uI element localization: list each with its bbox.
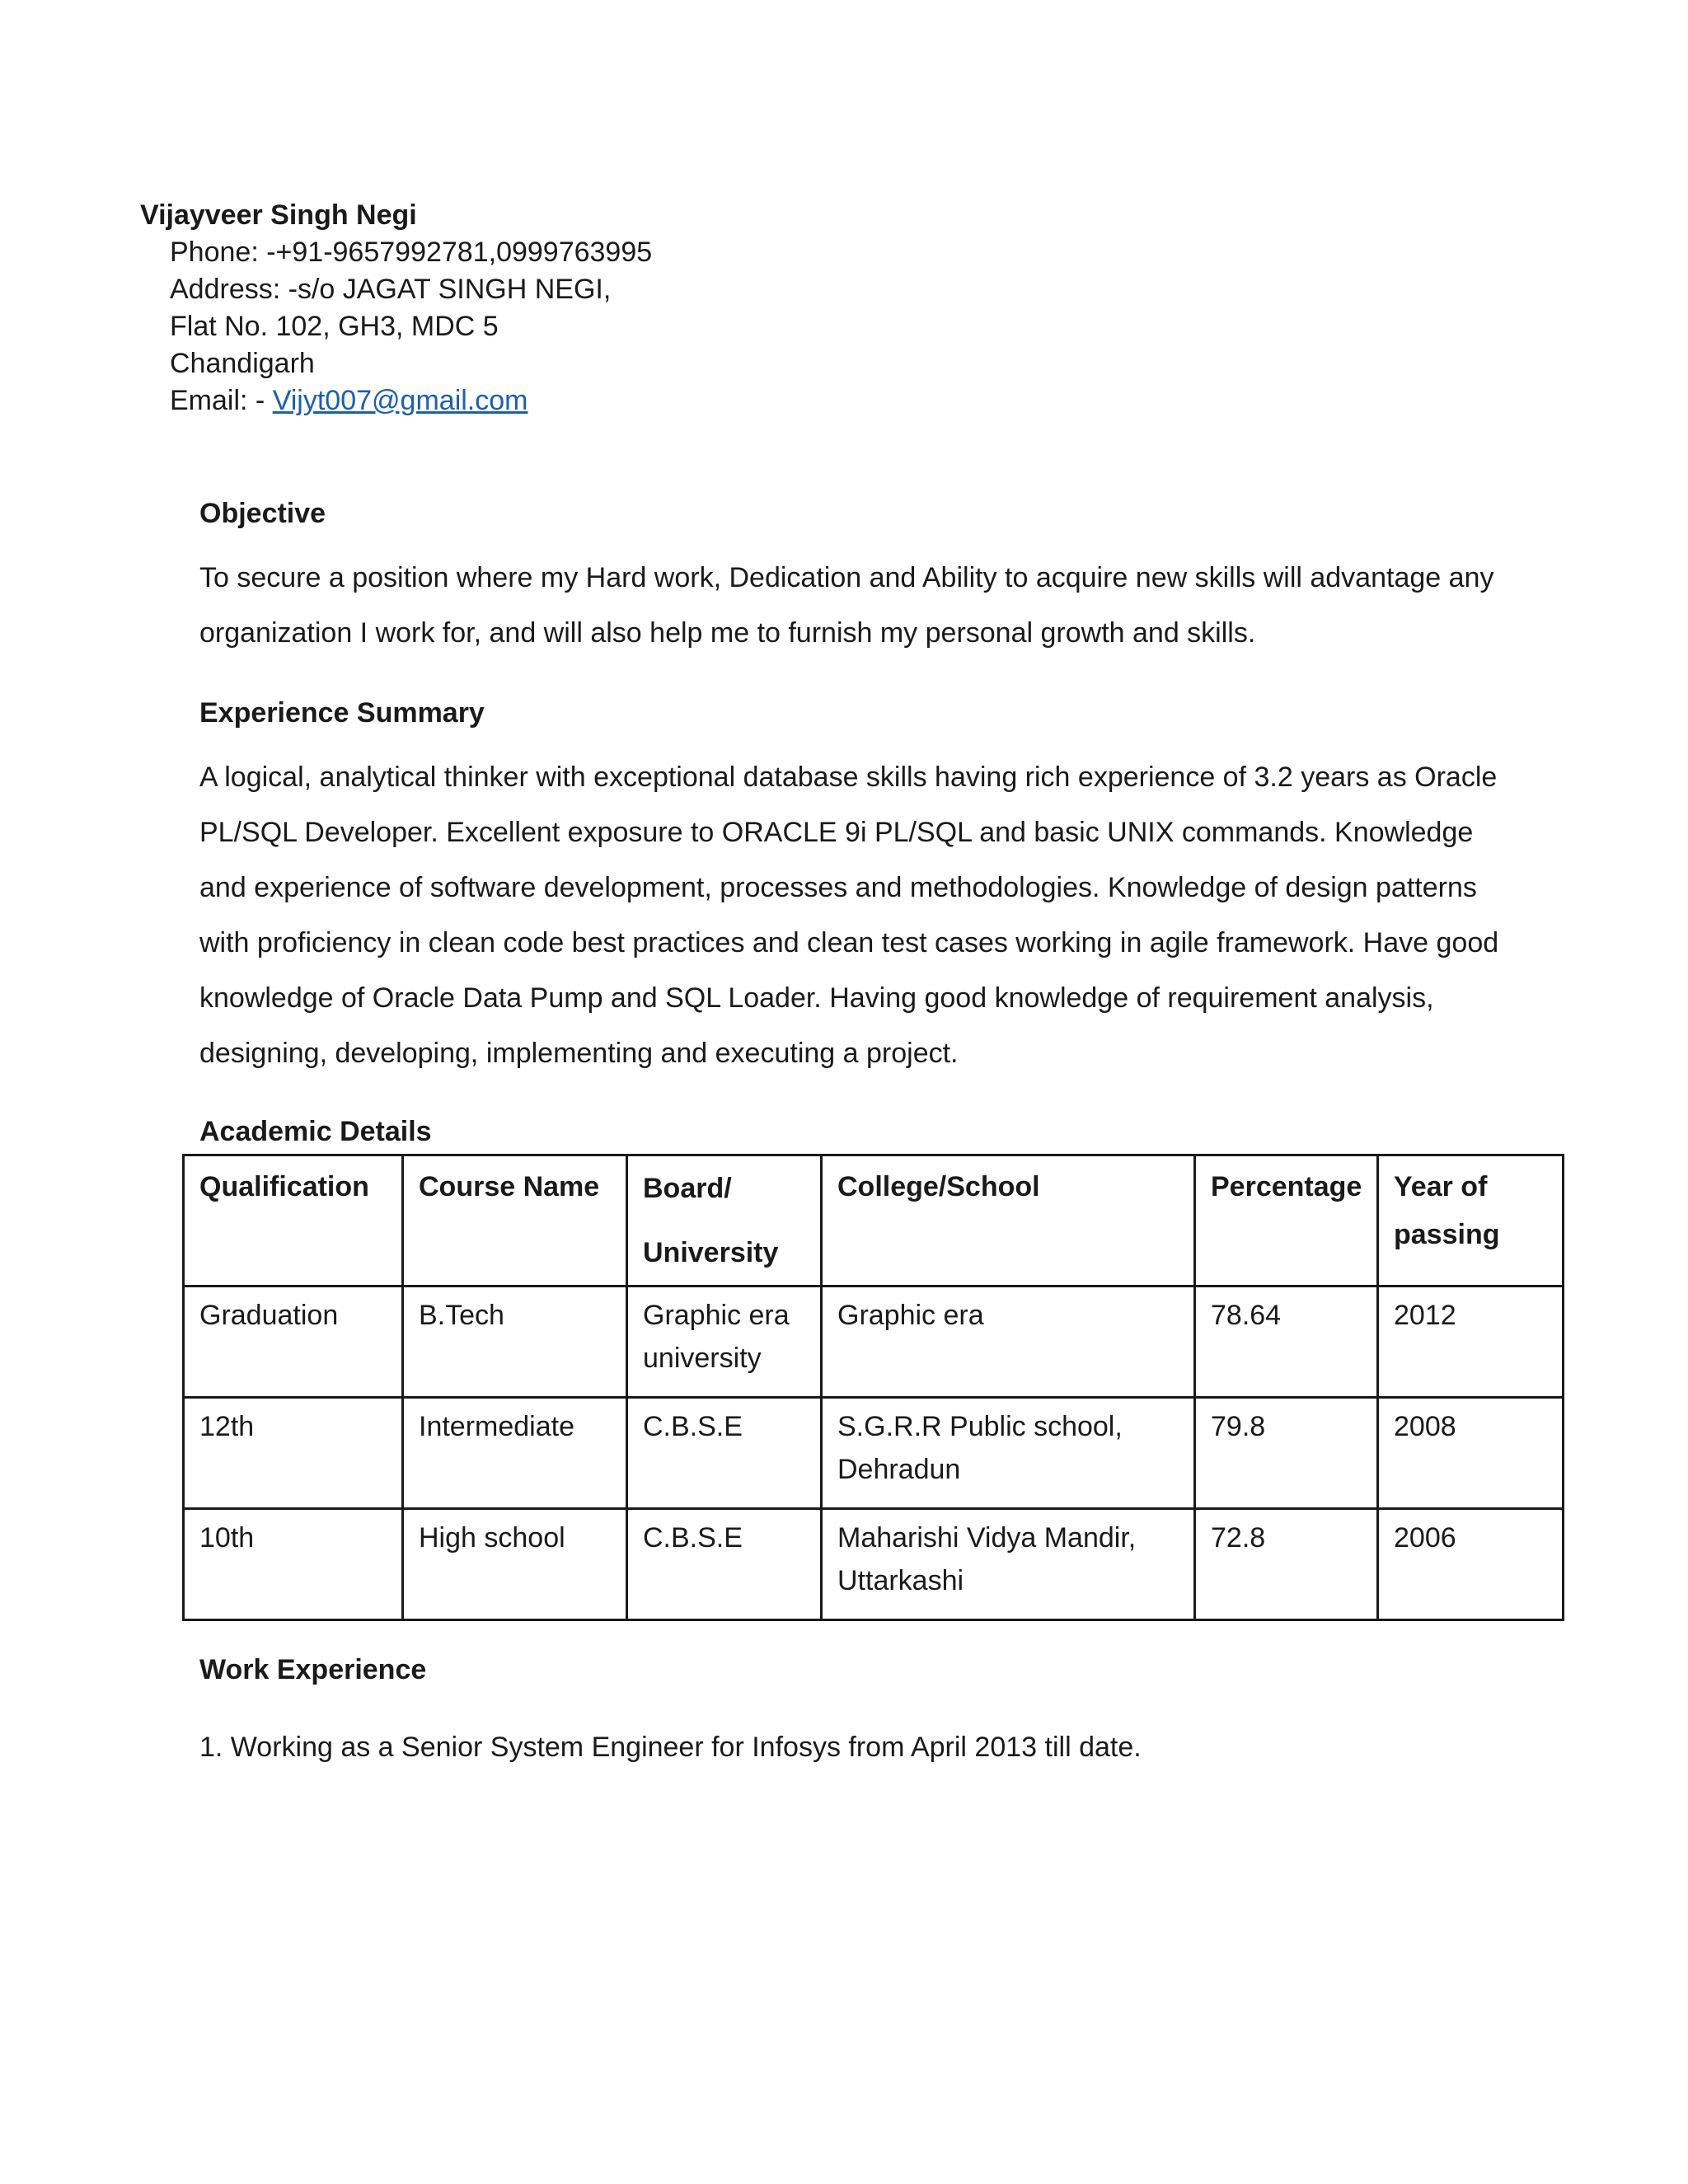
column-header: College/School [822,1155,1195,1286]
table-row [184,1286,1564,1398]
address-line-1: Address: -s/o JAGAT SINGH NEGI, [170,274,612,305]
column-header-text: Board/ University [643,1173,779,1268]
candidate-name: Vijayveer Singh Negi [140,199,417,231]
experience-summary-section [199,694,1518,1081]
objective-text: To secure a position where my Hard work, Dedication and Ability to acquire new skills will advantage any organization I work for, and will also help me to furnish my personal growth and skills. [199,562,1494,649]
objective-section [199,494,1518,661]
table-cell: 78.64 [1195,1286,1378,1398]
table-cell: C.B.S.E [627,1398,822,1509]
email-label: Email: - [170,385,273,416]
table-header-row [184,1155,1564,1286]
table-cell: 12th [184,1398,403,1509]
work-experience-item: 1. Working as a Senior System Engineer for Infosys from April 2013 till date. [199,1732,1142,1763]
table-cell: Graphic era [822,1286,1195,1398]
table-cell: B.Tech [403,1286,627,1398]
table-cell: S.G.R.R Public school, Dehradun [822,1398,1195,1509]
column-header [627,1155,822,1286]
table-cell: 10th [184,1509,403,1620]
column-header: Course Name [403,1155,627,1286]
table-cell: 2006 [1378,1509,1564,1620]
academic-section [199,1113,1518,1151]
table-cell: C.B.S.E [627,1509,822,1620]
table-row [184,1509,1564,1620]
column-header: Qualification [184,1155,403,1286]
experience-summary-text: A logical, analytical thinker with exceptional database skills having rich experience of 3.2 years as Oracle PL/SQL Developer. Excellent exposure to ORACLE 9i PL/SQL and basic UNIX commands. Knowledge and experience of software development, processes and methodologies. Knowledge of design patterns with proficiency in clean code best practices and clean test cases working in agile framework. Have good knowledge of Oracle Data Pump and SQL Loader. Having good knowledge of requirement analysis, designing, developing, implementing and executing a project. [199,762,1499,1069]
table-cell: 2008 [1378,1398,1564,1509]
objective-heading: Objective [199,498,326,529]
email-link[interactable]: Vijyt007@gmail.com [272,385,528,416]
address-line-3: Chandigarh [170,348,315,379]
work-experience-section [199,1651,1518,1766]
address-line-2: Flat No. 102, GH3, MDC 5 [170,311,499,342]
column-header: Percentage [1195,1155,1378,1286]
table-cell: High school [403,1509,627,1620]
column-header: Year of passing [1378,1155,1564,1286]
email-line [170,382,652,419]
experience-summary-heading: Experience Summary [199,697,485,729]
table-cell: Graphic era university [627,1286,822,1398]
table-cell: 2012 [1378,1286,1564,1398]
work-experience-heading: Work Experience [199,1654,427,1685]
academic-table [182,1154,1564,1621]
academic-heading: Academic Details [199,1116,432,1147]
table-cell: 72.8 [1195,1509,1378,1620]
table-cell: Intermediate [403,1398,627,1509]
table-cell: Graduation [184,1286,403,1398]
table-cell: 79.8 [1195,1398,1378,1509]
contact-block [170,234,652,419]
table-cell: Maharishi Vidya Mandir, Uttarkashi [822,1509,1195,1620]
table-row [184,1398,1564,1509]
phone-line: Phone: -+91-9657992781,0999763995 [170,237,653,268]
